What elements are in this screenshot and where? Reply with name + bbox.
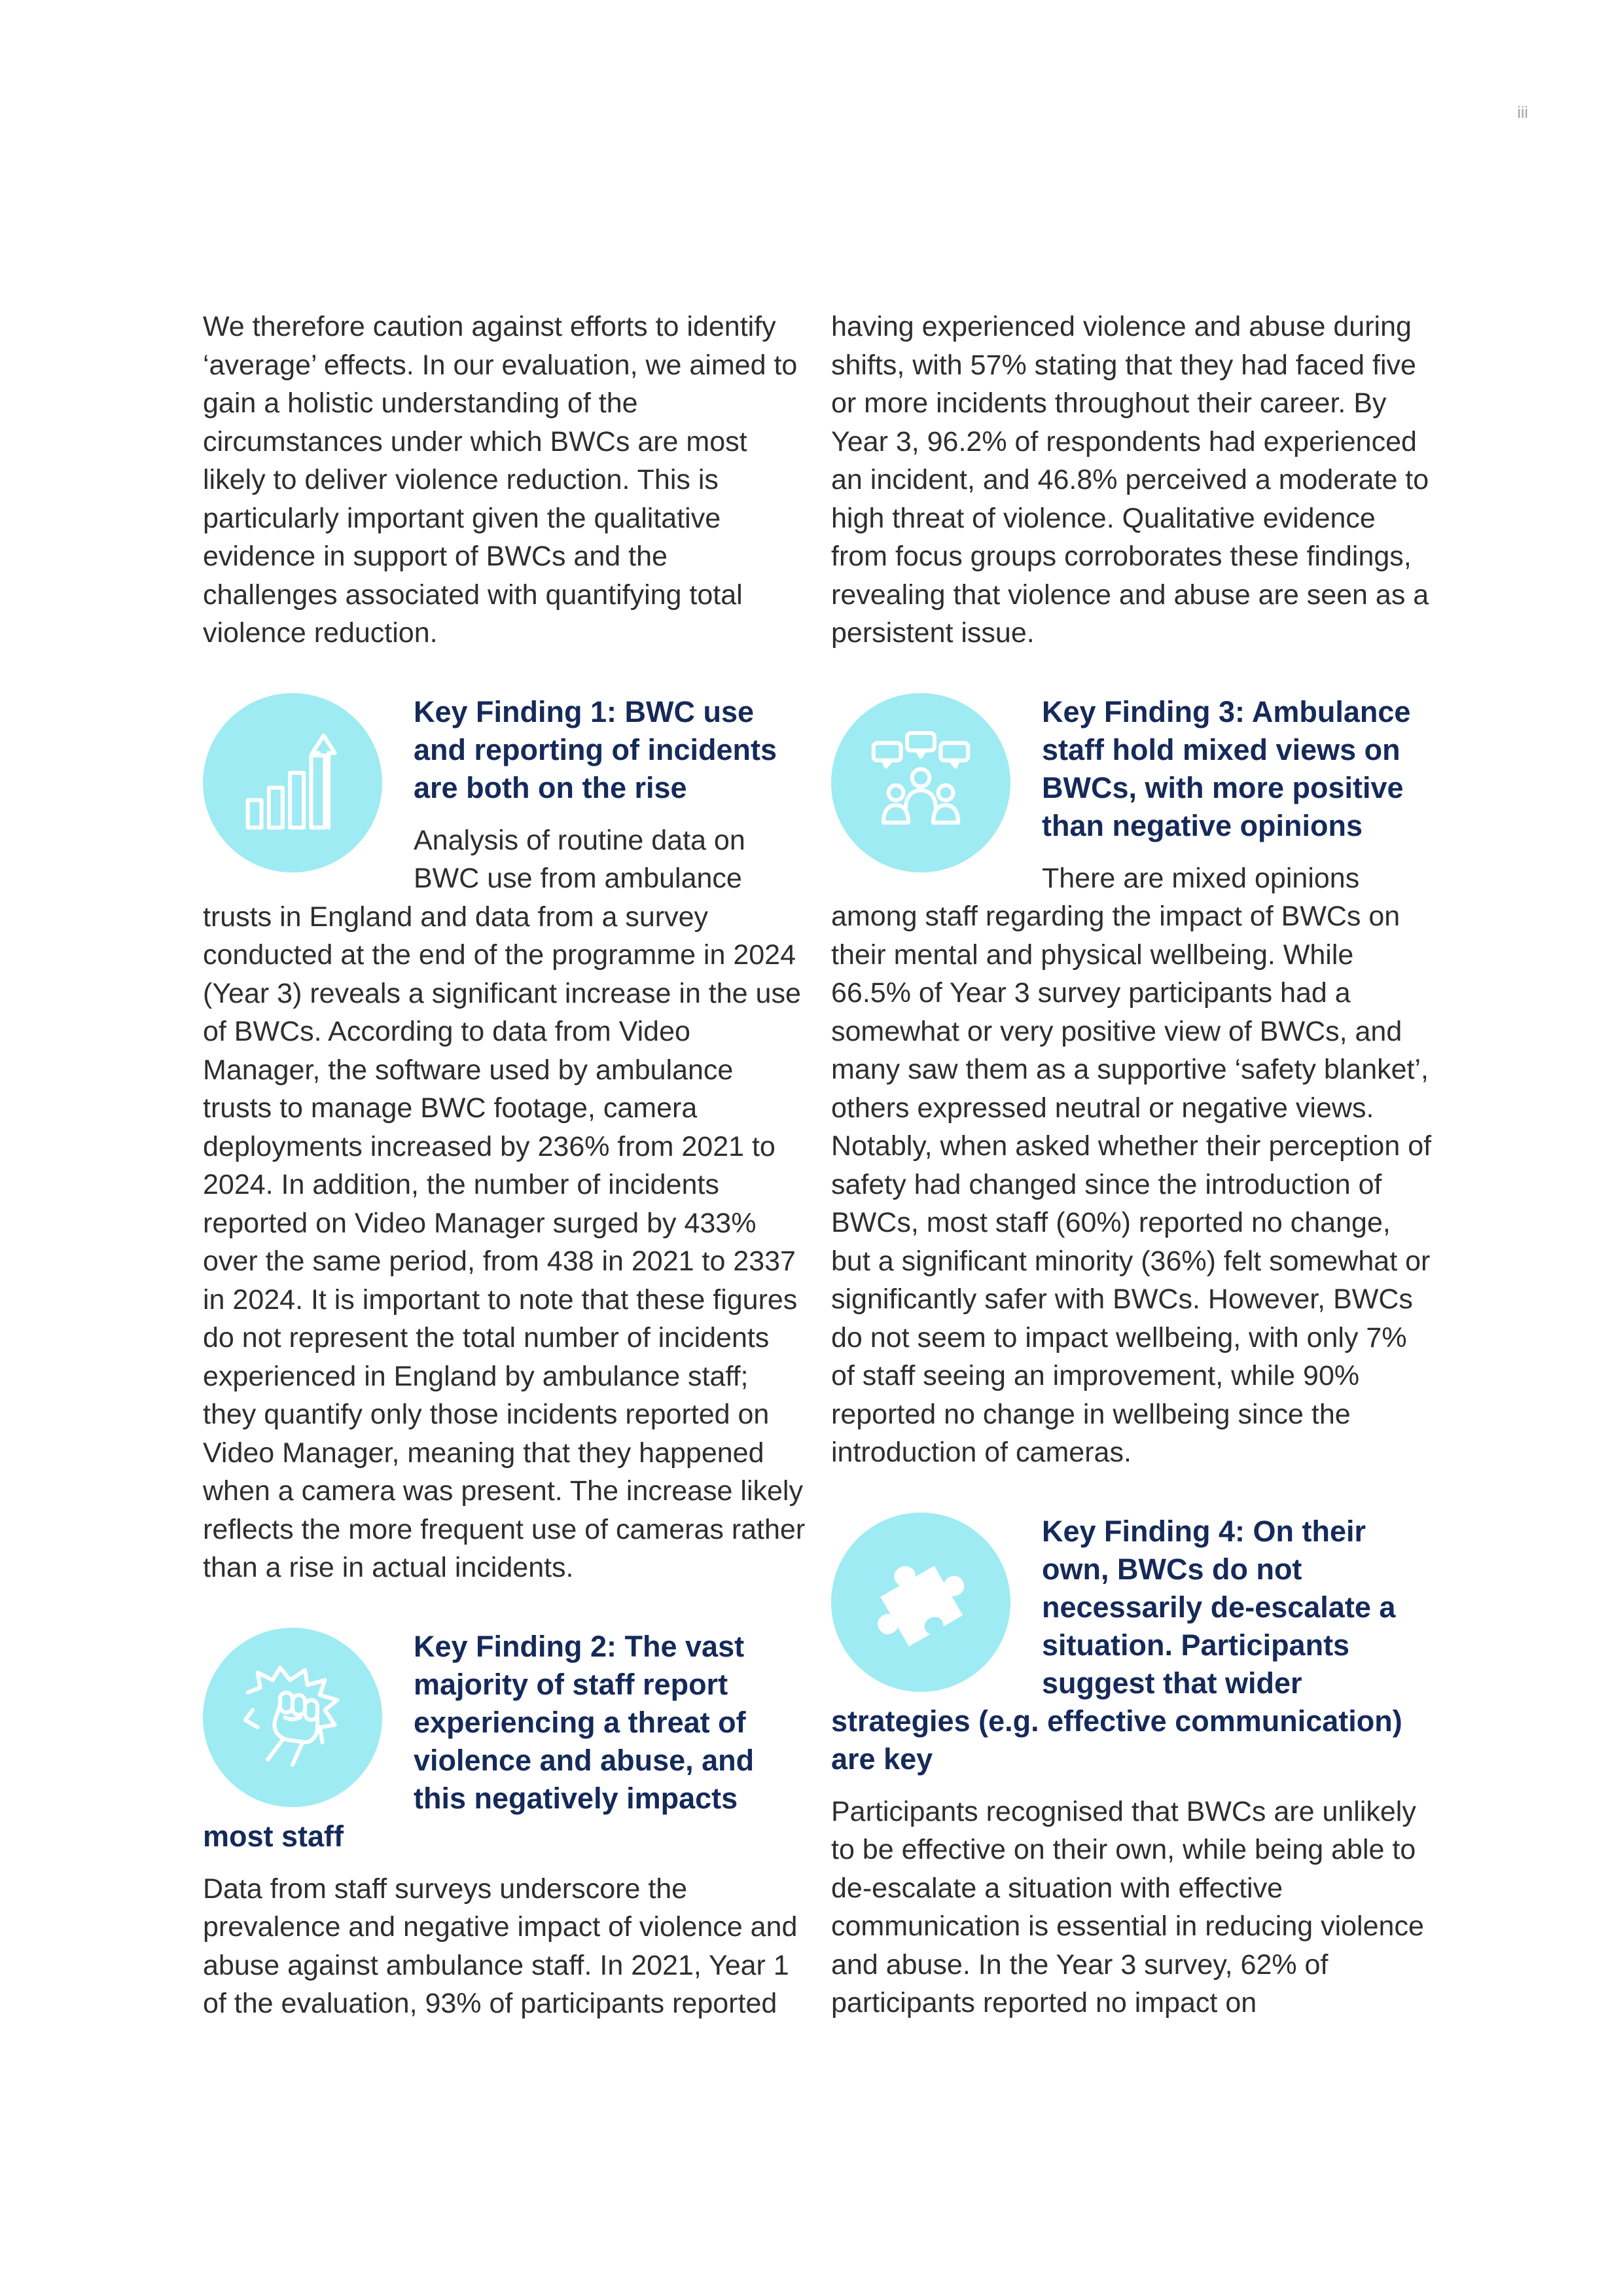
fist-impact-icon: [203, 1628, 382, 1807]
key-finding-3-body: There are mixed opinions among staff regarding the impact of BWCs on their mental and physical wellbeing. While 66.5% of Year 3 survey participants had a somewhat or very positive view of BWCs, and many saw them as a supportive ‘safety blanket’, others expressed neutral or negative views. Notably, when asked whether their perception of safety had changed since the introduction of BWCs, most staff (60%) reported no change, but a significant minority (36%) felt somewhat or significantly safer with BWCs. However, BWCs do not seem to impact wellbeing, with only 7% of staff seeing an improvement, while 90% reported no change in wellbeing since the introduction of cameras.: [831, 862, 1432, 1468]
rising-bar-chart-icon: [203, 693, 382, 872]
intro-continuation: having experienced violence and abuse during shifts, with 57% stating that they had faced five or more incidents throughout their career. By Year 3, 96.2% of respondents had experienced an incident, and 46.8% perceived a moderate to high threat of violence. Qualitative evidence from focus groups corroborates these findings, revealing that violence and abuse are seen as a persistent issue.: [831, 311, 1429, 649]
key-finding-2-heading: Key Finding 2: The vast majority of staff report experiencing a threat of violence and abuse, and this negatively impacts most staff: [203, 1629, 755, 1853]
key-finding-2: [203, 1628, 808, 2023]
group-discussion-icon: [831, 693, 1010, 872]
page-number: iii: [1517, 103, 1528, 122]
key-finding-4: [831, 1513, 1436, 2022]
key-finding-1-heading: Key Finding 1: BWC use and reporting of incidents are both on the rise: [414, 694, 777, 804]
key-finding-3-heading: Key Finding 3: Ambulance staff hold mixed views on BWCs, with more positive than negative opinions: [1042, 694, 1411, 842]
intro-paragraph: We therefore caution against efforts to identify ‘average’ effects. In our evaluation, we aimed to gain a holistic understanding of the circumstances under which BWCs are most likely to deliver violence reduction. This is particularly important given the qualitative evidence in support of BWCs and the challenges associated with quantifying total violence reduction.: [203, 311, 798, 649]
right-column: [831, 308, 1436, 2022]
key-finding-1: [203, 693, 808, 1587]
key-finding-1-body: Analysis of routine data on BWC use from ambulance trusts in England and data from a survey conducted at the end of the programme in 2024 (Year 3) reveals a significant increase in the use of BWCs. According to data from Video Manager, the software used by ambulance trusts to manage BWC footage, camera deployments increased by 236% from 2021 to 2024. In addition, the number of incidents reported on Video Manager surged by 433% over the same period, from 438 in 2021 to 2337 in 2024. It is important to note that these figures do not represent the total number of incidents experienced in England by ambulance staff; they quantify only those incidents reported on Video Manager, meaning that they happened when a camera was present. The increase likely reflects the more frequent use of cameras rather than a rise in actual incidents.: [203, 824, 806, 1583]
left-column: [203, 308, 808, 2023]
key-finding-4-heading: Key Finding 4: On their own, BWCs do not necessarily de-escalate a situation. Participants suggest that wider strategies (e.g. effective communication) are key: [831, 1514, 1402, 1776]
key-finding-3: [831, 693, 1436, 1472]
key-finding-2-body: Data from staff surveys underscore the prevalence and negative impact of violence and abuse against ambulance staff. In 2021, Year 1 of the evaluation, 93% of participants reported: [203, 1873, 798, 2019]
puzzle-piece-icon: [831, 1513, 1010, 1692]
key-finding-4-body: Participants recognised that BWCs are unlikely to be effective on their own, while being able to de-escalate a situation with effective communication is essential in reducing violence and abuse. In the Year 3 survey, 62% of participants reported no impact on: [831, 1795, 1424, 2018]
